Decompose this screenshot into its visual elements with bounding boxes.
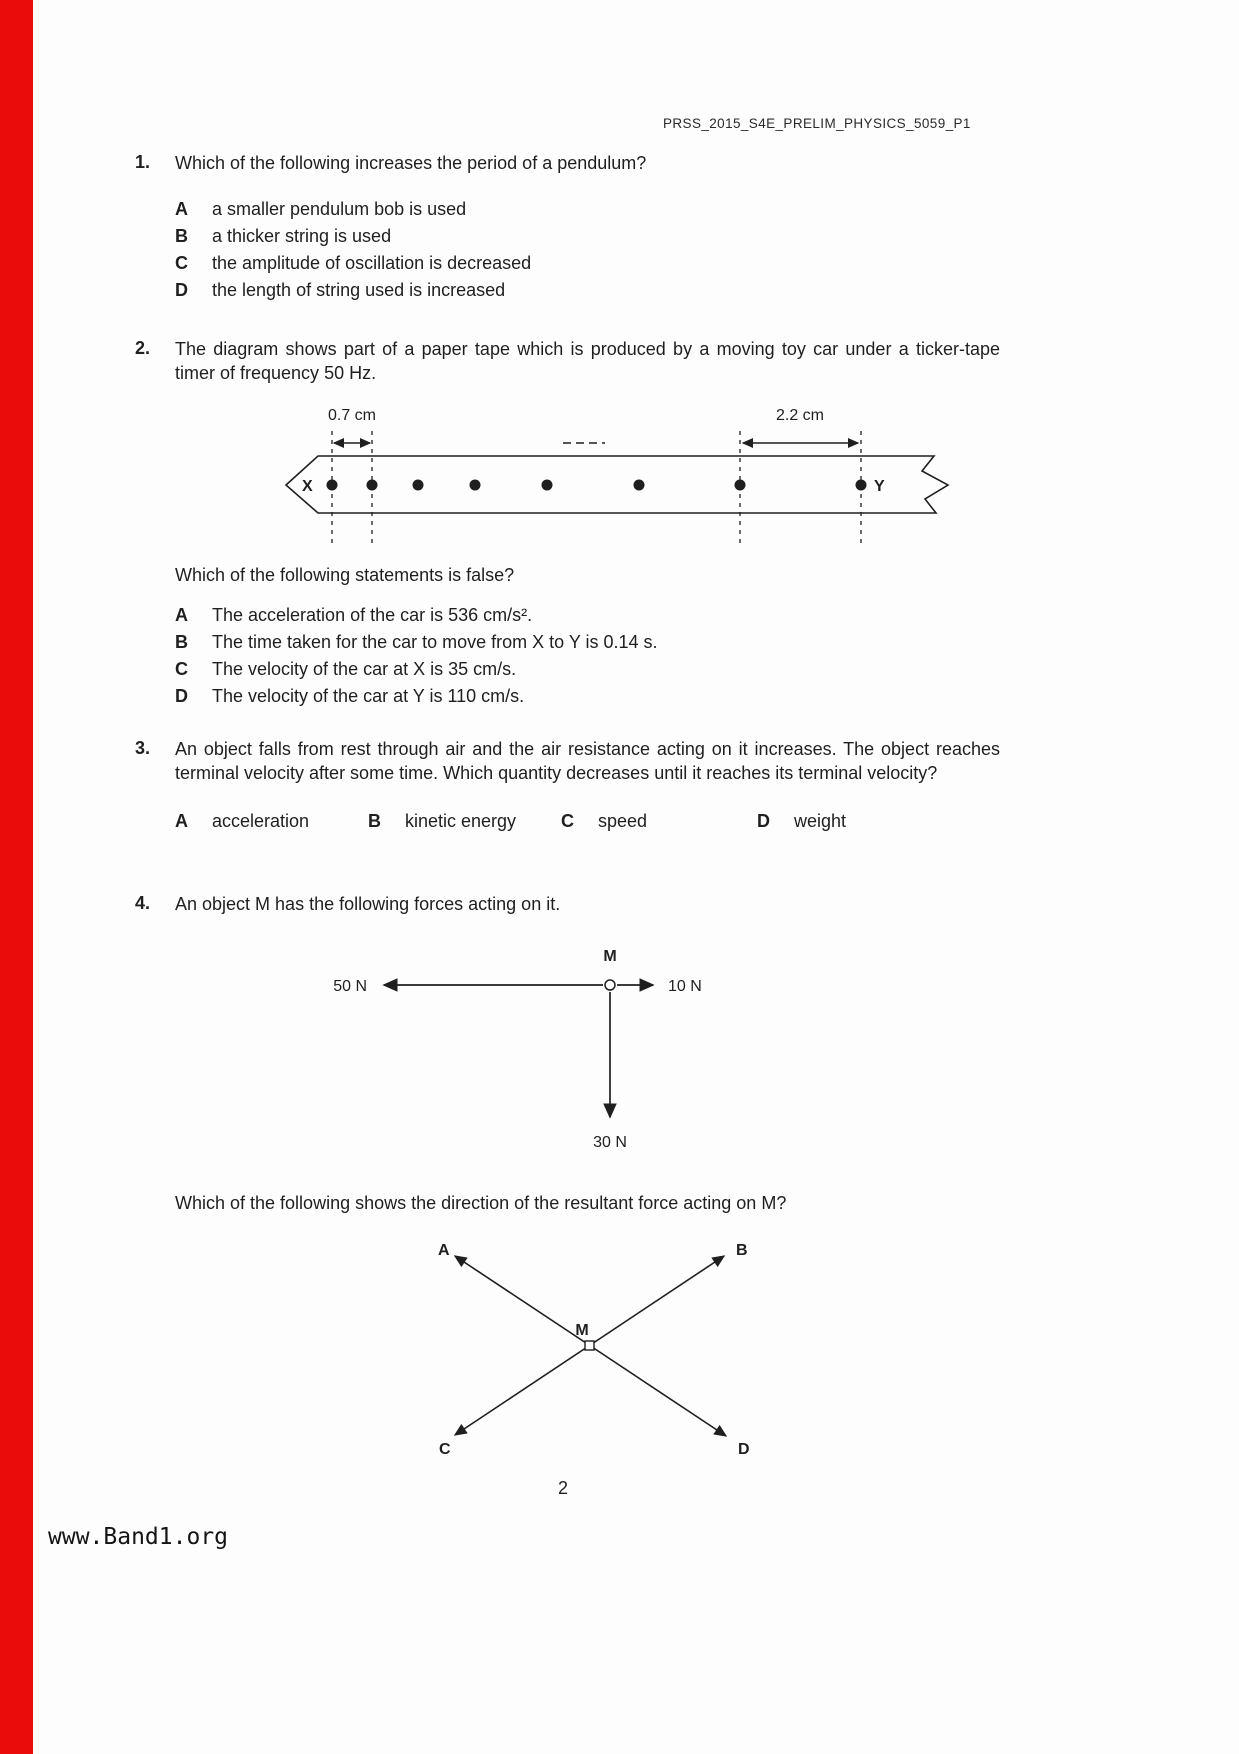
option-text: weight xyxy=(794,810,847,831)
option-label: A xyxy=(175,604,188,625)
option-label: A xyxy=(175,810,188,831)
option-text: The time taken for the car to move from X to Y is 0.14 s. xyxy=(212,631,658,652)
tape-dot xyxy=(856,479,867,490)
option-label: B xyxy=(175,225,188,246)
center-label: M xyxy=(575,1321,589,1339)
tape-end-label: Y xyxy=(874,477,885,495)
ticker-tape-diagram xyxy=(280,398,970,558)
page-edge-red-bar xyxy=(0,0,33,1754)
option-row xyxy=(175,658,1015,682)
option-text: a smaller pendulum bob is used xyxy=(212,198,467,219)
question-2 xyxy=(135,338,1015,712)
question-2-text: The diagram shows part of a paper tape which is produced by a moving toy car under a ticker-tape timer of frequency 50 Hz. xyxy=(175,339,1000,383)
tape-dot xyxy=(542,479,553,490)
site-watermark: www.Band1.org xyxy=(48,1524,229,1550)
option-row xyxy=(757,810,846,834)
option-row xyxy=(175,810,368,834)
right-measure-label: 2.2 cm xyxy=(775,406,825,424)
force-diagram xyxy=(320,945,740,1160)
question-3-text: An object falls from rest through air and the air resistance acting on it increases. The object reaches terminal velocity after some time. Which quantity decreases until it reaches its terminal velocity? xyxy=(175,739,1000,783)
resultant-direction-diagram xyxy=(433,1238,773,1473)
tape-dot xyxy=(470,479,481,490)
exam-paper-code: PRSS_2015_S4E_PRELIM_PHYSICS_5059_P1 xyxy=(663,116,971,131)
question-4-subquestion: Which of the following shows the direction of the resultant force acting on M? xyxy=(175,1192,787,1213)
option-row xyxy=(175,604,1015,628)
option-text: acceleration xyxy=(212,810,310,831)
option-text: The velocity of the car at X is 35 cm/s. xyxy=(212,658,517,679)
question-1-body xyxy=(175,152,1015,306)
option-label: C xyxy=(175,252,188,273)
option-row xyxy=(175,279,1015,303)
option-label: B xyxy=(368,810,381,831)
option-text: a thicker string is used xyxy=(212,225,392,246)
option-label: D xyxy=(175,685,188,706)
option-row xyxy=(175,225,1015,249)
option-row xyxy=(175,631,1015,655)
object-point xyxy=(605,980,615,990)
option-label: C xyxy=(561,810,574,831)
option-label: A xyxy=(175,198,188,219)
tape-dot xyxy=(367,479,378,490)
question-1-options xyxy=(175,198,1015,303)
right-force-label: 10 N xyxy=(668,977,702,995)
option-text: The velocity of the car at Y is 110 cm/s. xyxy=(212,685,525,706)
option-label: C xyxy=(175,658,188,679)
left-measure-label: 0.7 cm xyxy=(327,406,377,424)
option-text: kinetic energy xyxy=(405,810,517,831)
question-4-body xyxy=(175,893,1015,1473)
direction-label-D: D xyxy=(738,1440,750,1458)
object-label: M xyxy=(603,947,617,965)
object-point xyxy=(585,1341,594,1350)
question-3 xyxy=(135,738,1015,834)
tape-dot xyxy=(634,479,645,490)
option-row xyxy=(175,198,1015,222)
tape-outline xyxy=(286,456,948,513)
question-1-number: 1. xyxy=(135,152,151,172)
down-force-label: 30 N xyxy=(593,1133,627,1151)
question-4-text: An object M has the following forces acting on it. xyxy=(175,894,561,914)
option-label: D xyxy=(757,810,770,831)
option-row xyxy=(561,810,757,834)
question-1 xyxy=(135,152,1015,306)
question-2-body xyxy=(175,338,1015,712)
option-text: the amplitude of oscillation is decreased xyxy=(212,252,532,273)
question-2-subquestion: Which of the following statements is false? xyxy=(175,564,515,585)
tape-start-label: X xyxy=(302,477,313,495)
option-label: B xyxy=(175,631,188,652)
option-text: the length of string used is increased xyxy=(212,279,506,300)
option-row xyxy=(175,252,1015,276)
tape-dot xyxy=(413,479,424,490)
question-4 xyxy=(135,893,1015,1473)
direction-label-A: A xyxy=(438,1241,450,1259)
question-3-options xyxy=(175,810,1015,834)
tape-dot xyxy=(735,479,746,490)
direction-label-B: B xyxy=(736,1241,748,1259)
tape-dot xyxy=(327,479,338,490)
option-text: The acceleration of the car is 536 cm/s². xyxy=(212,604,533,625)
question-4-number: 4. xyxy=(135,893,151,913)
question-2-options xyxy=(175,604,1015,709)
page-number: 2 xyxy=(557,1478,568,1498)
question-2-number: 2. xyxy=(135,338,151,358)
option-text: speed xyxy=(598,810,648,831)
option-label: D xyxy=(175,279,188,300)
option-row xyxy=(175,685,1015,709)
option-row xyxy=(368,810,561,834)
left-force-label: 50 N xyxy=(333,977,367,995)
question-3-body xyxy=(175,738,1015,834)
direction-label-C: C xyxy=(439,1440,451,1458)
question-1-text: Which of the following increases the period of a pendulum? xyxy=(175,153,647,173)
question-3-number: 3. xyxy=(135,738,151,758)
